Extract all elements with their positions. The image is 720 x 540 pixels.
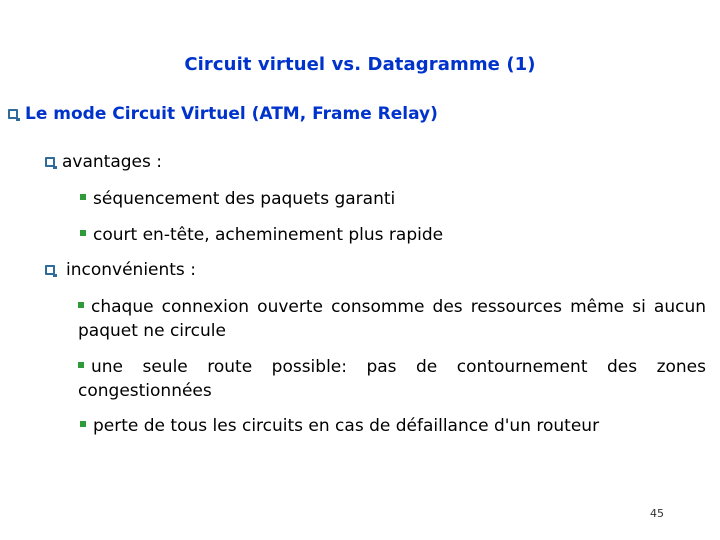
square-bullet-icon xyxy=(80,194,86,200)
slide-title: Circuit virtuel vs. Datagramme (1) xyxy=(184,54,536,75)
checkbox-bullet-icon xyxy=(8,109,18,119)
checkbox-bullet-icon xyxy=(45,265,55,275)
advantage-item xyxy=(80,225,443,245)
disadvantage-item xyxy=(78,355,706,403)
advantages-heading xyxy=(45,152,162,172)
advantage-text: court en-tête, acheminement plus rapide xyxy=(93,225,444,245)
disadvantages-heading xyxy=(45,260,196,280)
disadvantage-text: perte de tous les circuits en cas de défaillance d'un routeur xyxy=(93,416,600,436)
square-bullet-icon xyxy=(78,362,84,368)
checkbox-bullet-icon xyxy=(45,157,55,167)
square-bullet-icon xyxy=(78,302,84,308)
page-number: 45 xyxy=(650,507,664,520)
disadvantages-label: inconvénients : xyxy=(66,260,196,280)
disadvantage-item xyxy=(80,416,599,436)
disadvantage-text: chaque connexion ouverte consomme des ressources même si aucun paquet ne circule xyxy=(78,297,706,341)
advantage-text: séquencement des paquets garanti xyxy=(93,189,396,209)
advantages-label: avantages : xyxy=(62,152,162,172)
square-bullet-icon xyxy=(80,230,86,236)
square-bullet-icon xyxy=(80,421,86,427)
disadvantage-item xyxy=(78,295,706,343)
advantage-item xyxy=(80,189,395,209)
disadvantage-text: une seule route possible: pas de contournement des zones congestionnées xyxy=(78,357,706,401)
main-bullet xyxy=(8,104,438,124)
main-bullet-text: Le mode Circuit Virtuel (ATM, Frame Relay) xyxy=(25,104,438,124)
